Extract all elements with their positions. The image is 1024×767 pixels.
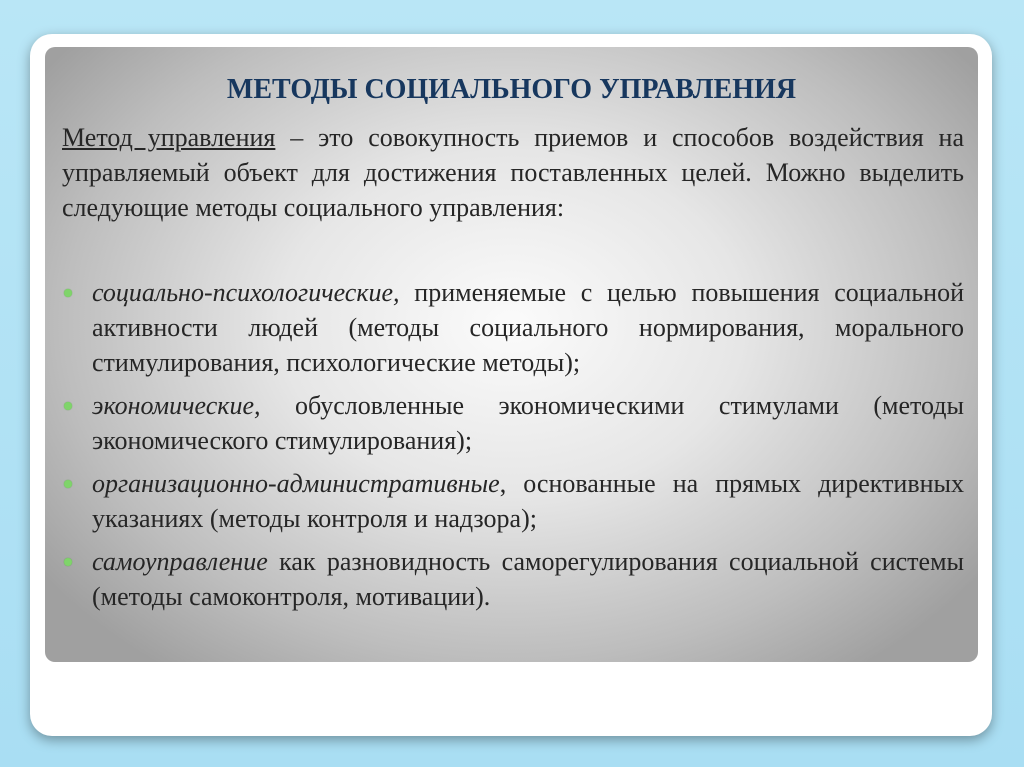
bullet-icon [64, 480, 72, 488]
method-item-socio-psychological [62, 275, 964, 380]
method-name: социально-психологические, [92, 278, 400, 307]
method-item-organizational-administrative [62, 466, 964, 536]
method-description: , основанные на прямых директивных указаниях (методы контроля и надзора); [92, 469, 964, 533]
slide-title: МЕТОДЫ СОЦИАЛЬНОГО УПРАВЛЕНИЯ [226, 74, 797, 105]
bullet-icon [64, 402, 72, 410]
method-item-economic [62, 388, 964, 458]
method-description: обусловленные экономическими стимулами (методы экономического стимулирования); [92, 391, 964, 455]
methods-list [62, 275, 964, 622]
intro-term: Метод управления [62, 123, 276, 152]
bullet-icon [64, 289, 72, 297]
method-item-self-government [62, 544, 964, 614]
method-description: применяемые с целью повышения социальной активности людей (методы социального нормирования, морального стимулирования, психологические методы); [92, 278, 964, 377]
intro-paragraph [62, 120, 964, 225]
method-name: экономические, [92, 391, 261, 420]
method-name: самоуправление [92, 547, 268, 576]
bullet-icon [64, 558, 72, 566]
method-name: организационно-административные [92, 469, 500, 498]
method-description: как разновидность саморегулирования социальной системы (методы самоконтроля, мотивации). [92, 547, 964, 611]
intro-definition: – это совокупность приемов и способов воздействия на управляемый объект для достижения поставленных целей. Можно выделить следующие методы социального управления: [62, 123, 964, 222]
